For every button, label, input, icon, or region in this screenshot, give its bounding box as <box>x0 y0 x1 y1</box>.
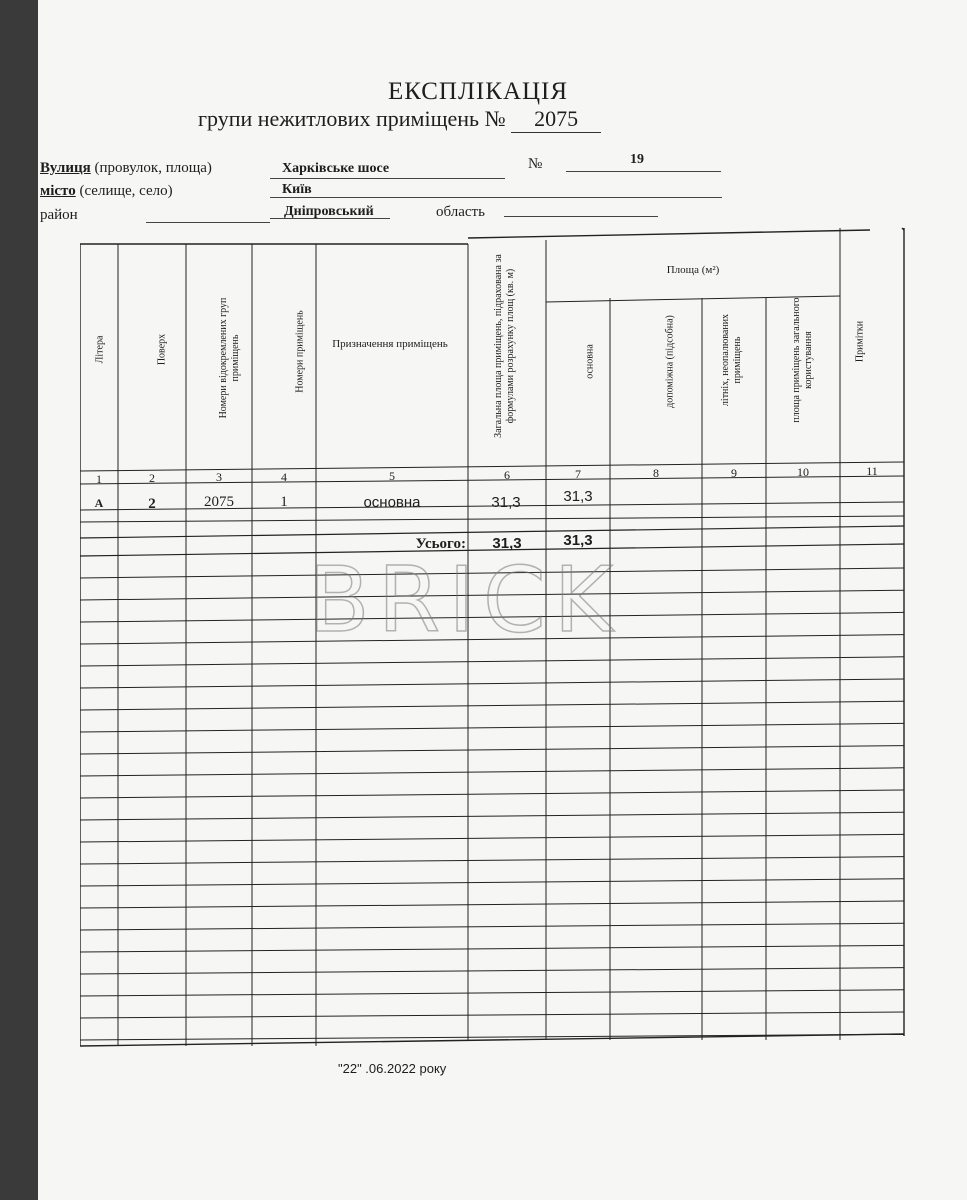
header-common: площа приміщень загального користування <box>791 297 814 423</box>
table-bottom-border <box>80 1034 904 1046</box>
region-label: область <box>436 204 485 220</box>
total-main: 31,3 <box>563 532 593 549</box>
column-number-9: 9 <box>731 465 737 480</box>
blank-row-line <box>80 879 904 886</box>
district-underline <box>270 218 390 219</box>
header-area-group: Площа (м²) <box>666 264 720 276</box>
column-number-7: 7 <box>575 467 581 482</box>
watermark: BRICK <box>308 548 621 653</box>
header-notes: Примітки <box>854 320 866 363</box>
column-number-1: 1 <box>96 472 102 486</box>
blank-row-line <box>80 990 904 996</box>
blank-row-line <box>80 723 904 732</box>
blank-row-line <box>80 834 904 842</box>
street-value: Харківське шосе <box>282 161 390 176</box>
total-label: Усього: <box>415 536 466 552</box>
number-underline <box>566 171 721 172</box>
district-underline-left <box>146 222 270 223</box>
table-top-border-right <box>468 230 870 238</box>
district-label: район <box>40 207 78 223</box>
header-purpose: Призначення приміщень <box>332 338 448 350</box>
city-value: Київ <box>282 182 312 197</box>
blank-row-line <box>80 923 904 930</box>
document-date: "22" .06.2022 року <box>338 1061 447 1076</box>
city-underline <box>270 197 722 198</box>
row1-total: 31,3 <box>491 494 521 511</box>
header-summer: літніх, неопалюваних приміщень <box>720 313 743 407</box>
row1-poverkh: 2 <box>148 496 156 512</box>
header-room-numbers: Номери приміщень <box>294 310 306 393</box>
column-number-4: 4 <box>281 469 287 484</box>
subtitle-text: групи нежитлових приміщень № <box>198 106 506 131</box>
blank-row-line <box>80 901 904 908</box>
column-number-11: 11 <box>866 464 878 478</box>
header-poverkh: Поверх <box>156 333 168 366</box>
column-number-8: 8 <box>653 466 659 481</box>
header-auxiliary: допоміжна (підсобна) <box>664 315 676 408</box>
blank-row-line <box>80 945 904 952</box>
region-underline <box>504 216 658 217</box>
row1-litera: А <box>94 496 104 510</box>
blank-row-line <box>80 679 904 688</box>
column-number-3: 3 <box>216 470 222 485</box>
total-area: 31,3 <box>492 535 522 552</box>
street-label: Вулиця (провулок, площа) <box>40 160 212 176</box>
header-total-area: Загальна площа приміщень, підрахована за формулами розрахунку площ (кв. м) <box>493 254 516 438</box>
blank-row-line <box>80 701 904 710</box>
blank-row-line <box>80 657 904 666</box>
row1-purpose: основна <box>363 494 421 511</box>
document-subtitle <box>198 106 601 133</box>
blank-row-line <box>80 768 904 776</box>
blank-row-line <box>80 812 904 820</box>
blank-row-line <box>80 857 904 864</box>
blank-row-line <box>80 790 904 798</box>
column-number-10: 10 <box>797 464 809 479</box>
number-label: № <box>528 156 543 172</box>
column-number-5: 5 <box>389 468 395 483</box>
number-value: 19 <box>630 152 644 167</box>
header-litera: Літера <box>94 335 106 364</box>
city-label: місто (селище, село) <box>40 183 173 199</box>
column-number-2: 2 <box>149 471 155 486</box>
column-number-6: 6 <box>504 468 510 482</box>
district-value: Дніпровський <box>284 204 374 219</box>
row1-room: 1 <box>280 494 288 510</box>
row-line <box>80 516 904 522</box>
blank-row-line <box>80 968 904 974</box>
group-number: 2075 <box>511 106 601 133</box>
row1-group: 2075 <box>204 494 234 510</box>
header-main: основна <box>584 344 596 379</box>
blank-row-line <box>80 1012 904 1018</box>
blank-row-line <box>80 1034 904 1040</box>
header-group-numbers: Номери відокремлених груп приміщень <box>218 297 241 419</box>
row1-main: 31,3 <box>563 488 593 505</box>
document-page <box>38 0 967 1200</box>
document-title: ЕКСПЛІКАЦІЯ <box>387 78 569 105</box>
street-underline <box>270 178 505 179</box>
blank-row-line <box>80 746 904 754</box>
